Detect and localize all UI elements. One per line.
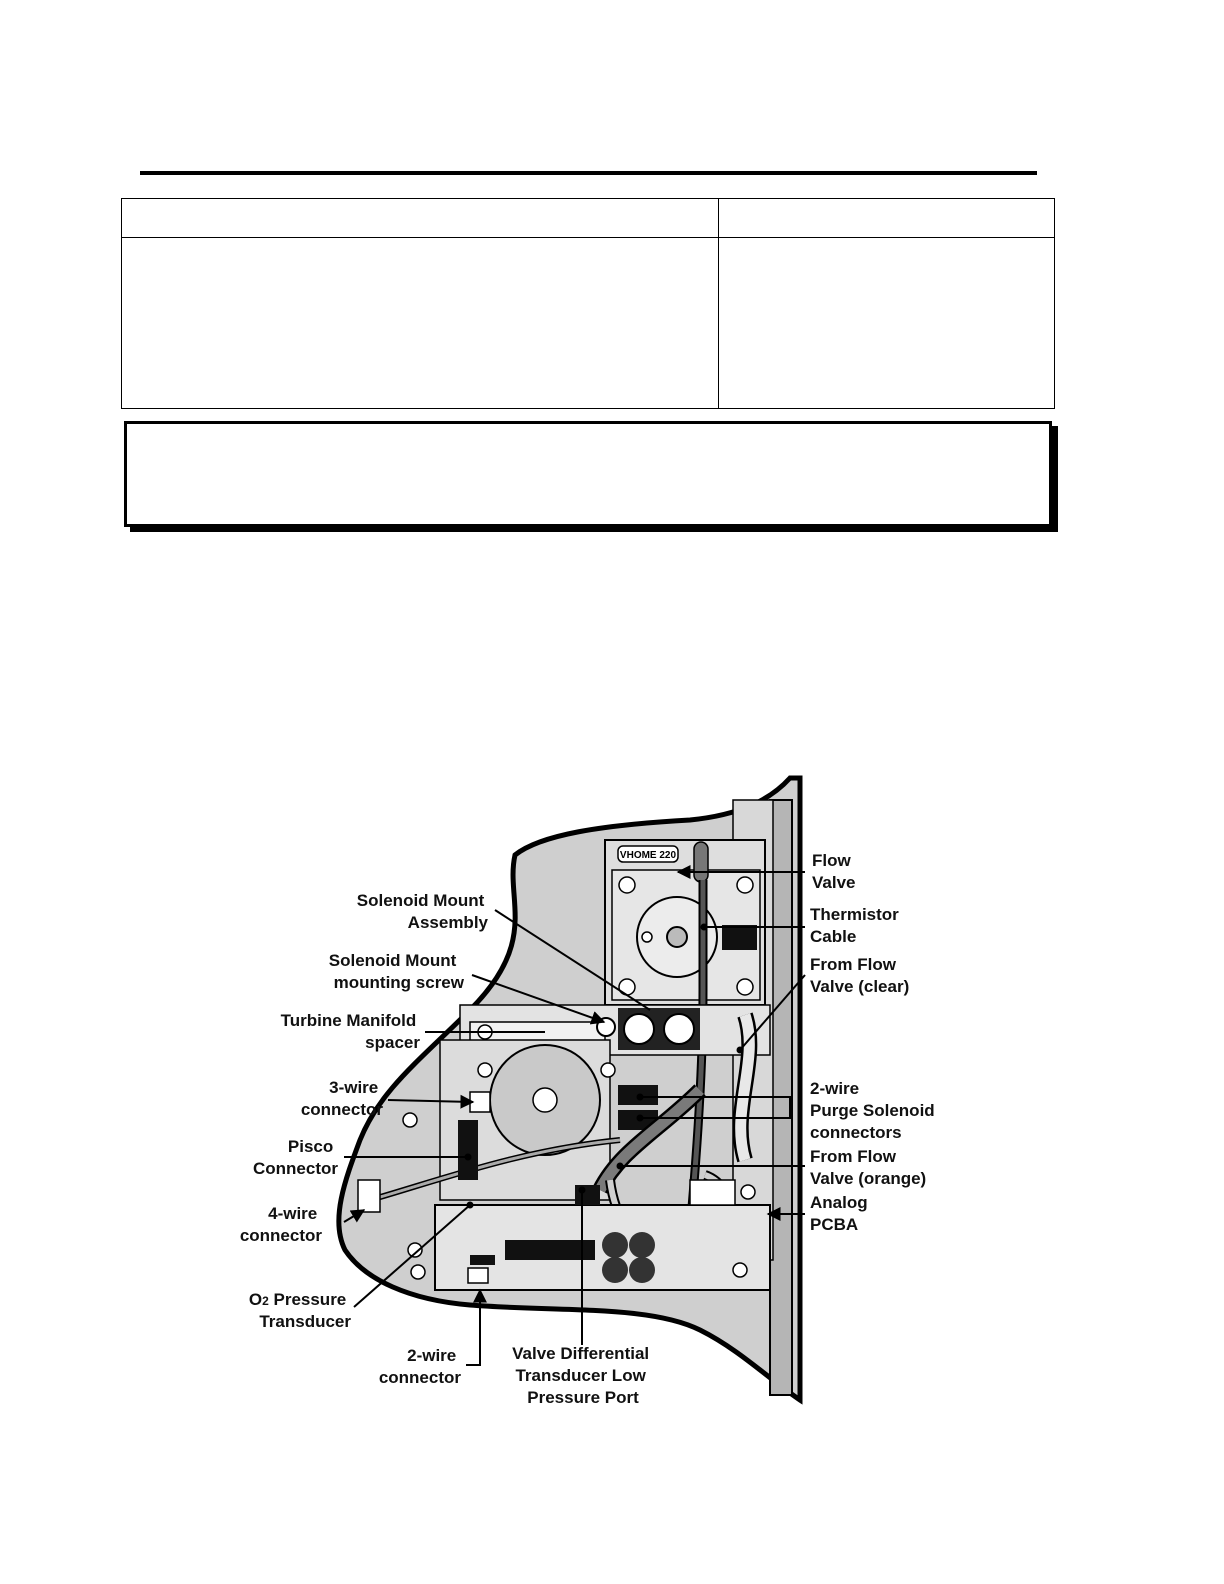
callout-solenoid-mount-screw: Solenoid Mount mounting screw xyxy=(328,951,464,992)
ventilator-internal-diagram xyxy=(230,770,950,1410)
callout-analog-pcba: Analog PCBA xyxy=(810,1193,868,1234)
info-table xyxy=(121,198,1055,409)
table-header-right-cell xyxy=(719,199,1055,237)
two-wire-connector xyxy=(468,1268,488,1283)
callout-thermistor-cable: Thermistor Cable xyxy=(810,905,899,946)
table-header-left-cell xyxy=(122,199,718,237)
callout-from-flow-valve-clear: From Flow Valve (clear) xyxy=(810,955,910,996)
callout-two-wire-connector: 2-wire connector xyxy=(378,1346,461,1387)
callout-from-flow-valve-orange: From Flow Valve (orange) xyxy=(810,1147,927,1188)
callout-solenoid-mount-assembly: Solenoid Mount Assembly xyxy=(356,891,488,932)
model-plate-text: VHOME 220 xyxy=(619,850,677,861)
callout-pisco-connector: Pisco Connector xyxy=(253,1137,338,1178)
table-body-right-cell xyxy=(719,238,1055,408)
callout-three-wire-connector: 3-wire connector xyxy=(300,1078,383,1119)
callout-o2-pressure-transducer: O2 Pressure Transducer xyxy=(248,1290,351,1331)
callout-turbine-manifold-spacer: Turbine Manifold spacer xyxy=(280,1011,420,1052)
callout-flow-valve: Flow Valve xyxy=(812,851,856,892)
note-box xyxy=(124,421,1052,527)
header-rule xyxy=(140,171,1037,175)
diagram-svg xyxy=(230,770,950,1410)
callout-purge-solenoid-connectors: 2-wire Purge Solenoid connectors xyxy=(810,1079,935,1142)
callout-four-wire-connector: 4-wire connector xyxy=(239,1204,322,1245)
callout-valve-differential-transducer: Valve Differential Transducer Low Pressure Port xyxy=(512,1344,650,1407)
pisco-connector xyxy=(458,1120,478,1180)
four-wire-connector xyxy=(358,1180,380,1212)
thermistor-block xyxy=(722,925,757,950)
table-body-left-cell xyxy=(122,238,718,408)
